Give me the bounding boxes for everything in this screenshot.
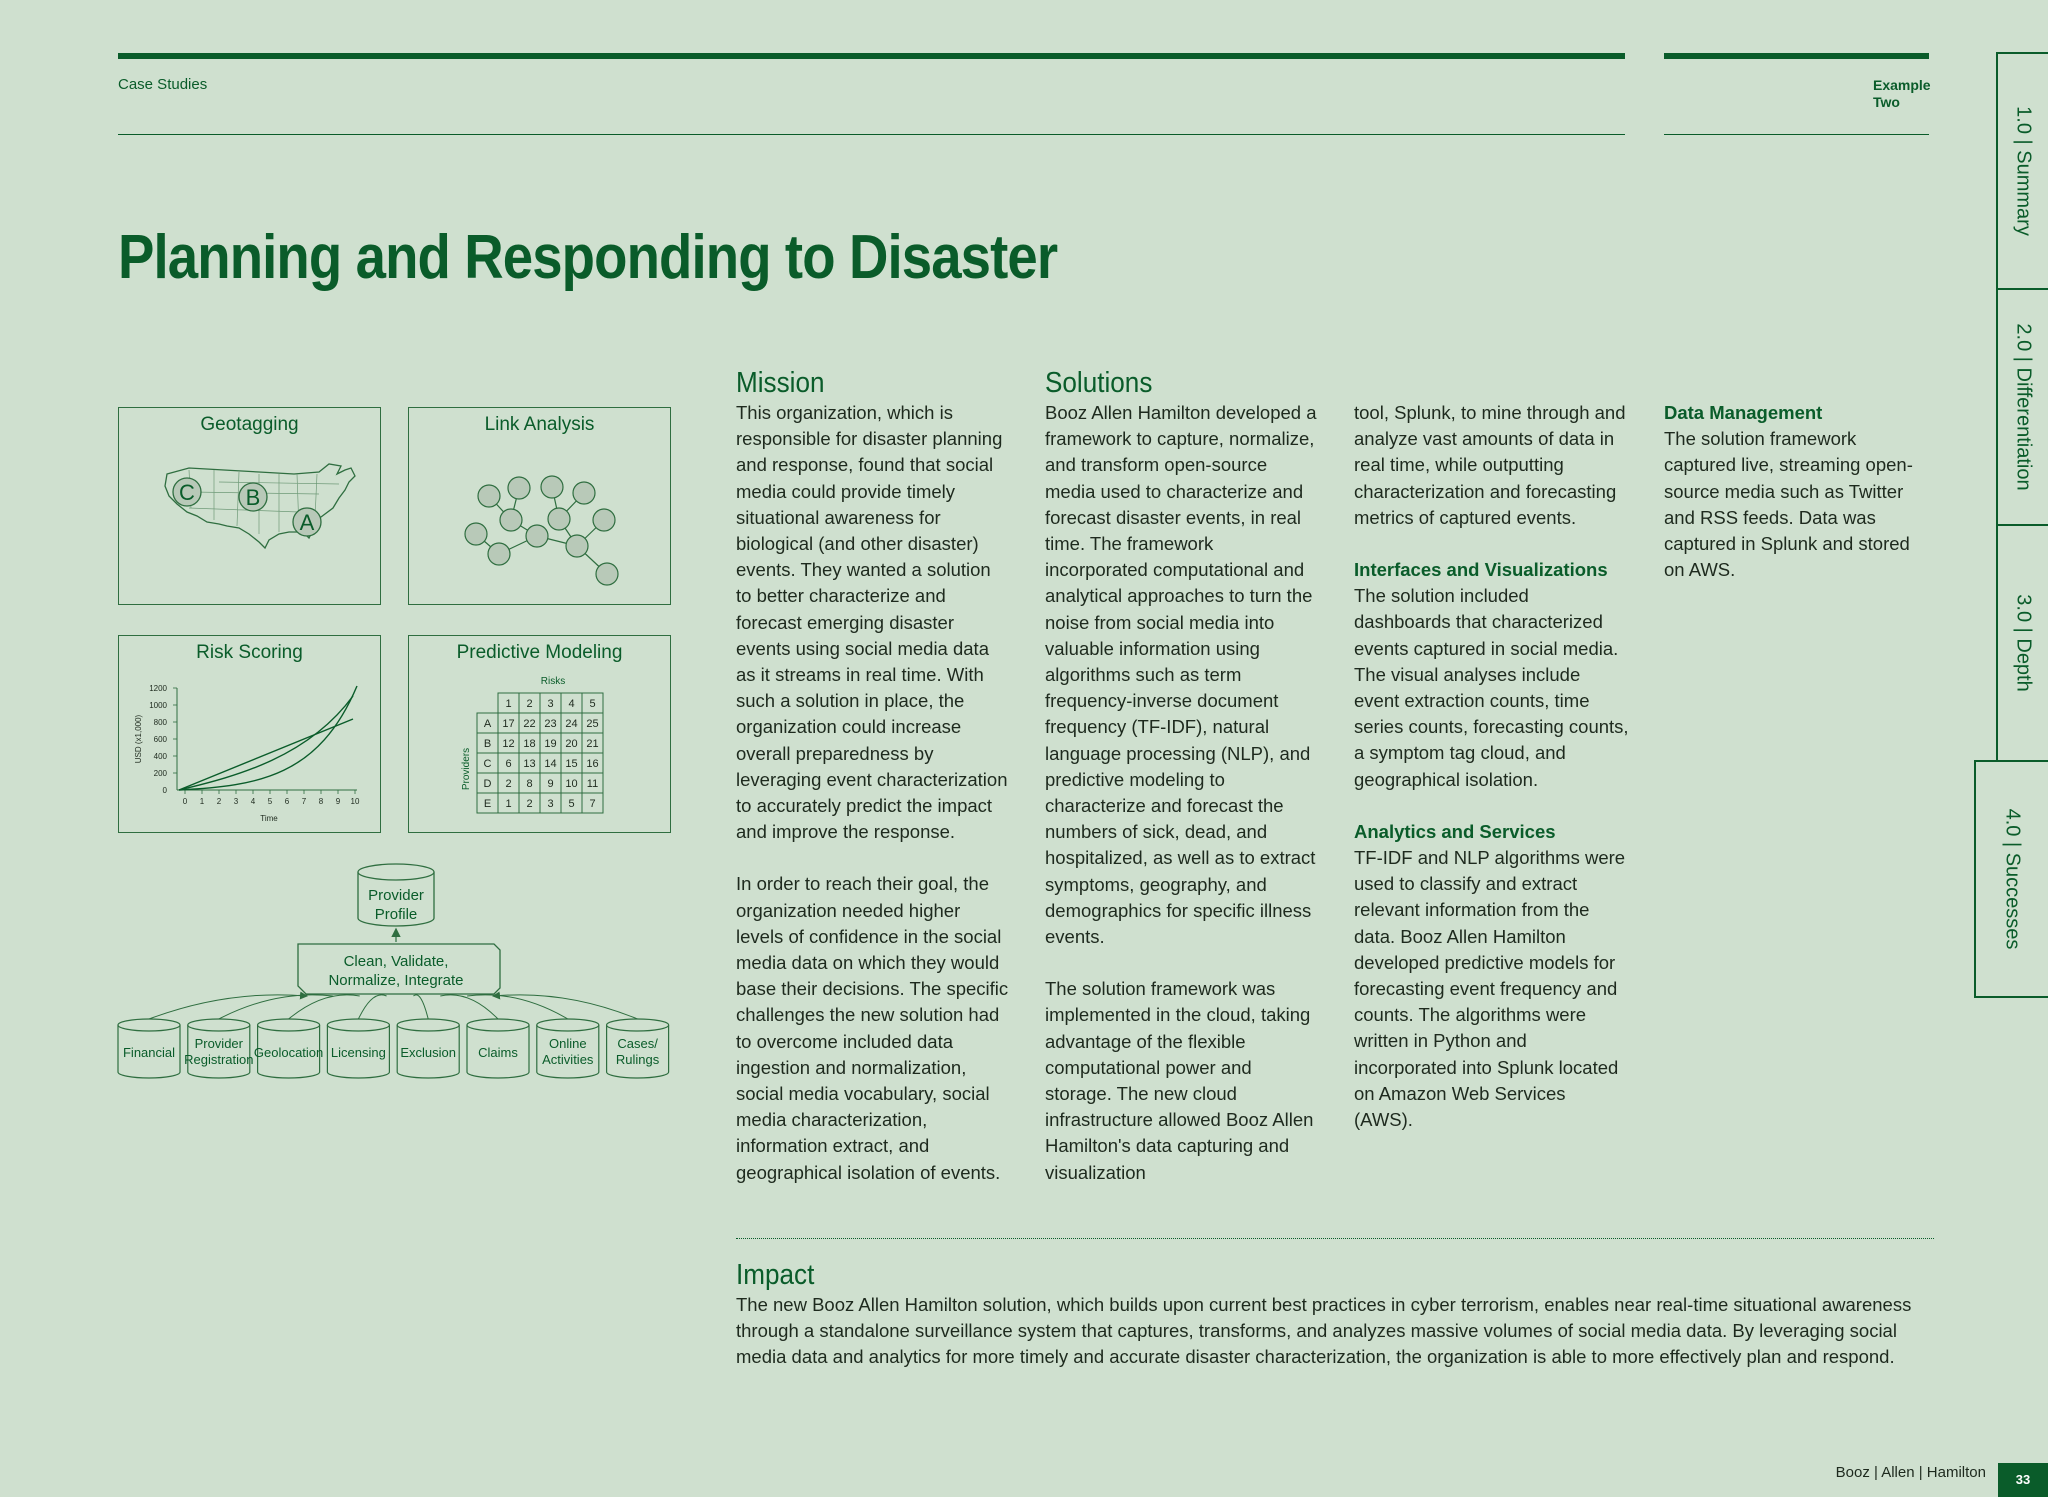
grid-cell: 13 (523, 758, 536, 770)
source-label: Provider (194, 1036, 244, 1051)
y-tick-1200: 1200 (149, 684, 167, 693)
grid-row-label: Providers (461, 747, 472, 791)
mission-paragraph-2: In order to reach their goal, the organization needed higher levels of confidence in the social media data on which they would base their decisions. The specific challenges the new solution had to overcome included data ingestion and normalization, social media vocabulary, social media characterization, information extract, and geographical isolation of events. (736, 873, 1009, 1183)
solutions-column (1045, 366, 1320, 1186)
grid-col-header: 2 (526, 698, 533, 710)
source-label: Financial (122, 1045, 176, 1060)
provider-profile-line-2: Profile (374, 906, 418, 923)
interfaces-heading: Interfaces and Visualizations (1354, 559, 1608, 581)
tab-depth-label: 3.0 | Depth (2012, 594, 2035, 692)
grid-cell: 18 (523, 738, 536, 750)
map-marker-b: B (245, 485, 261, 510)
panel-link-analysis-title: Link Analysis (484, 414, 595, 435)
grid-cell: 15 (565, 758, 578, 770)
source-label: Claims (478, 1045, 518, 1060)
tab-summary[interactable] (1996, 52, 2048, 290)
us-map-icon (119, 408, 382, 606)
grid-col-header: 1 (505, 698, 512, 710)
example-label-line-2: Two (1873, 94, 1900, 110)
grid-cell: 22 (523, 718, 536, 730)
x-tick-4: 4 (250, 797, 256, 806)
y-axis-label: USD (x1,000) (134, 714, 143, 764)
source-label: Rulings (615, 1052, 660, 1067)
data-management-text: The solution framework captured live, streaming open-source media such as Twitter and RSS feeds. Data was captured in Splunk and stored on AWS. (1664, 428, 1913, 581)
risk-line-2 (179, 696, 353, 790)
grid-col-header: 4 (568, 698, 575, 710)
mission-column (736, 366, 1011, 1186)
x-tick-7: 7 (301, 797, 307, 806)
source-label: Licensing (330, 1045, 386, 1060)
source-label: Cases/ (617, 1036, 658, 1051)
grid-cell: 14 (544, 758, 557, 770)
process-line-1: Clean, Validate, (343, 953, 449, 970)
y-tick-800: 800 (153, 718, 167, 727)
grid-col-header: 3 (547, 698, 554, 710)
footer-brand: Booz | Allen | Hamilton (1835, 1464, 1986, 1481)
panel-predictive-modeling (408, 635, 671, 833)
x-tick-3: 3 (233, 797, 239, 806)
panel-predictive-modeling-title: Predictive Modeling (456, 642, 623, 663)
data-management-column (1664, 400, 1929, 583)
grid-cell: 16 (586, 758, 599, 770)
source-label: Registration (184, 1052, 254, 1067)
source-label: Geolocation (253, 1045, 324, 1060)
grid-cell: 20 (565, 738, 578, 750)
grid-cell: 2 (526, 798, 533, 810)
x-tick-10: 10 (350, 797, 360, 806)
header-rule-side (1664, 53, 1929, 59)
grid-row-header: B (483, 738, 492, 750)
data-management-heading: Data Management (1664, 402, 1823, 423)
solutions-paragraph-1: Booz Allen Hamilton developed a framework to capture, normalize, and transform open-source media used to characterize and forecast disaster events, in real time. The framework incorporated computational and analytical approaches to turn the noise from social media into valuable information using algorithms such as term frequency-inverse document frequency (TF-IDF), natural language processing (NLP), and predictive modeling to characterize and forecast the numbers of sick, dead, and hospitalized, as well as to extract symptoms, geography, and demographics for specific illness events. (1045, 402, 1317, 948)
tab-summary-label: 1.0 | Summary (2012, 106, 2035, 236)
header-underline-side (1664, 134, 1929, 135)
source-label: Online (549, 1036, 587, 1051)
panel-geotagging (118, 407, 381, 605)
x-tick-0: 0 (182, 797, 188, 806)
panel-risk-scoring-title: Risk Scoring (196, 642, 303, 663)
section-label: Case Studies (118, 76, 208, 93)
grid-cell: 11 (586, 778, 599, 790)
grid-cell: 1 (505, 798, 512, 810)
panel-geotagging-title: Geotagging (200, 414, 299, 435)
y-tick-1000: 1000 (149, 701, 167, 710)
grid-cell: 10 (565, 778, 578, 790)
y-tick-400: 400 (153, 752, 167, 761)
tab-depth[interactable] (1996, 524, 2048, 762)
mission-heading: Mission (736, 367, 825, 399)
impact-section (736, 1258, 1941, 1371)
grid-cell: 17 (502, 718, 515, 730)
analytics-heading: Analytics and Services (1354, 820, 1556, 842)
grid-cell: 2 (505, 778, 512, 790)
risk-chart (119, 636, 382, 834)
interfaces-text: The solution included dashboards that characterized events captured in social media. The visual analyses include event extraction counts, time series counts, forecasting counts, a symptom tag cloud, and geographical isolation. (1354, 585, 1629, 790)
solutions-paragraph-2: The solution framework was implemented in the cloud, taking advantage of the flexible computational power and storage. The new cloud infrastructure allowed Booz Allen Hamilton's data capturing and visualization (1045, 978, 1314, 1183)
y-tick-0: 0 (162, 786, 167, 795)
map-marker-a: A (299, 510, 315, 535)
example-label-line-1: Example (1873, 77, 1931, 93)
grid-col-header: 5 (589, 698, 596, 710)
network-graph-icon (409, 408, 672, 606)
header-rule-main (118, 53, 1625, 59)
grid-row-header: C (483, 758, 492, 770)
grid-cell: 24 (565, 718, 578, 730)
grid-cell: 3 (547, 798, 554, 810)
impact-divider (736, 1238, 1934, 1239)
panel-link-analysis (408, 407, 671, 605)
solutions-heading: Solutions (1045, 367, 1153, 399)
source-label: Exclusion (400, 1045, 457, 1060)
impact-text: The new Booz Allen Hamilton solution, which builds upon current best practices in cyber terrorism, enables near real-time situational awareness through a standalone surveillance system that captures, transforms, and analyzes massive volumes of social media data. By leveraging social media data and analytics for more timely and accurate disaster characterization, the organization is able to more effectively plan and respond. (736, 1294, 1912, 1368)
grid-row-header: E (483, 798, 492, 810)
data-flow-diagram (116, 862, 676, 1087)
page-title: Planning and Responding to Disaster (118, 223, 1058, 292)
grid-cell: 9 (547, 778, 554, 790)
grid-cell: 7 (589, 798, 596, 810)
grid-cell: 12 (502, 738, 515, 750)
x-tick-2: 2 (216, 797, 222, 806)
splunk-paragraph: tool, Splunk, to mine through and analyze vast amounts of data in real time, while outputting characterization and forecasting metrics of captured events. (1354, 402, 1626, 528)
grid-row-header: D (483, 778, 492, 790)
grid-cell: 5 (568, 798, 575, 810)
process-line-2: Normalize, Integrate (328, 972, 464, 989)
x-tick-1: 1 (199, 797, 205, 806)
header-underline-main (118, 134, 1625, 135)
x-tick-5: 5 (267, 797, 273, 806)
y-tick-200: 200 (153, 769, 167, 778)
page-number: 33 (1998, 1463, 2048, 1497)
x-tick-8: 8 (318, 797, 324, 806)
map-marker-c: C (179, 480, 195, 505)
grid-col-label: Risks (540, 676, 566, 687)
y-tick-600: 600 (153, 735, 167, 744)
solutions-continued-column (1354, 400, 1629, 1133)
tab-differentiation[interactable] (1996, 288, 2048, 526)
x-axis-label: Time (260, 814, 278, 823)
grid-cell: 19 (544, 738, 557, 750)
grid-row-header: A (483, 718, 492, 730)
risk-line-1 (179, 719, 353, 790)
tab-successes-label: 4.0 | Successes (2001, 808, 2024, 950)
analytics-text: TF-IDF and NLP algorithms were used to classify and extract relevant information from the data. Booz Allen Hamilton developed predictive models for forecasting event frequency and counts. The algorithms were written in Python and incorporated into Splunk located on Amazon Web Services (AWS). (1354, 847, 1626, 1131)
grid-cell: 23 (544, 718, 557, 730)
provider-profile-line-1: Provider (368, 887, 424, 904)
grid-cell: 6 (505, 758, 512, 770)
x-tick-9: 9 (335, 797, 341, 806)
tab-differentiation-label: 2.0 | Differentiation (2012, 323, 2035, 491)
grid-cell: 21 (586, 738, 599, 750)
example-label (1873, 77, 1931, 111)
panel-risk-scoring (118, 635, 381, 833)
source-label: Activities (542, 1052, 594, 1067)
grid-cell: 8 (526, 778, 533, 790)
tab-successes[interactable] (1974, 760, 2048, 998)
prediction-grid (409, 636, 672, 834)
risk-line-3 (179, 686, 357, 790)
mission-paragraph-1: This organization, which is responsible for disaster planning and response, found that social media could provide timely situational awareness for biological (and other disaster) events. They wanted a solution to better characterize and forecast emerging disaster events using social media data as it streams in real time. With such a solution in place, the organization could increase overall preparedness by leveraging event characterization to accurately predict the impact and improve the response. (736, 402, 1008, 843)
x-tick-6: 6 (284, 797, 290, 806)
grid-cell: 25 (586, 718, 599, 730)
impact-heading: Impact (736, 1259, 815, 1291)
